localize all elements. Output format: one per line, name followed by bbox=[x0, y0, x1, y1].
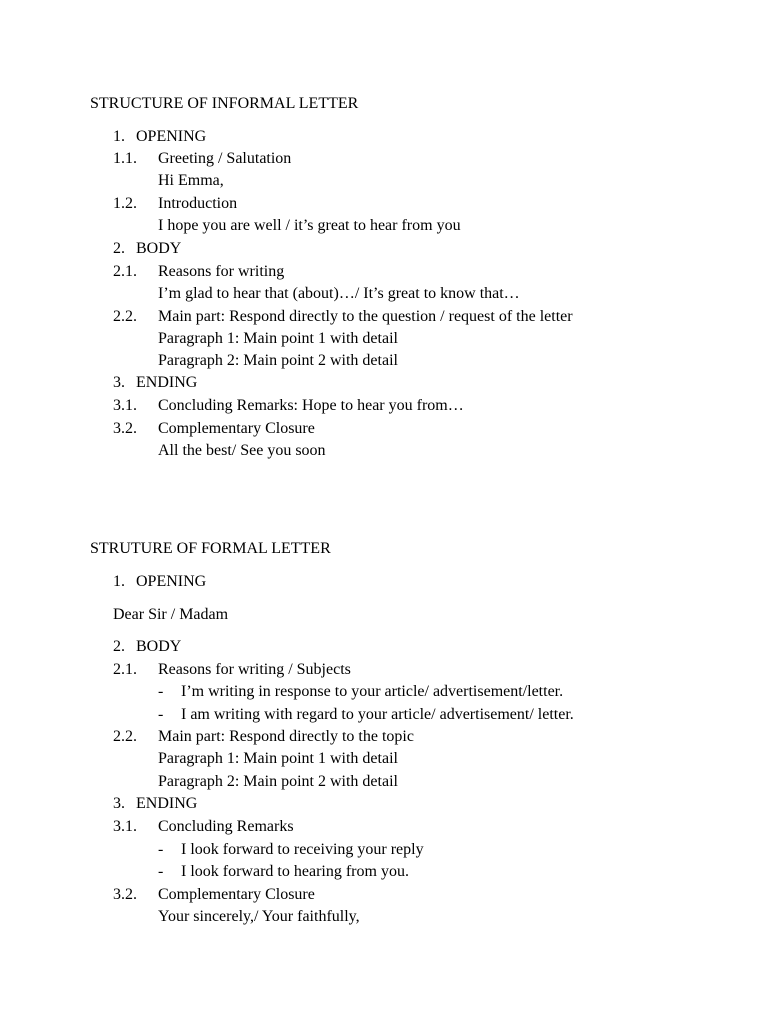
informal-section-3-2-label: Complementary Closure bbox=[158, 420, 315, 437]
informal-section-1-1-number: 1.1. bbox=[113, 150, 137, 167]
bullet-dash: - bbox=[158, 706, 164, 723]
informal-section-2-label: BODY bbox=[136, 240, 182, 257]
bullet-dash: - bbox=[158, 683, 164, 700]
informal-section-3-2-example: All the best/ See you soon bbox=[158, 442, 326, 459]
informal-section-3-2-number: 3.2. bbox=[113, 420, 137, 437]
informal-section-1-number: 1. bbox=[113, 128, 125, 145]
formal-section-1-label: OPENING bbox=[136, 573, 207, 590]
informal-section-1-2-number: 1.2. bbox=[113, 195, 137, 212]
formal-section-2-2-paragraph-2: Paragraph 2: Main point 2 with detail bbox=[158, 773, 398, 790]
formal-section-2-2-number: 2.2. bbox=[113, 728, 137, 745]
formal-section-3-2-number: 3.2. bbox=[113, 886, 137, 903]
informal-section-3-number: 3. bbox=[113, 374, 125, 391]
informal-section-2-1-example: I’m glad to hear that (about)…/ It’s great to know that… bbox=[158, 285, 520, 302]
informal-title: STRUCTURE OF INFORMAL LETTER bbox=[90, 95, 359, 112]
formal-section-3-label: ENDING bbox=[136, 795, 198, 812]
informal-section-1-2-label: Introduction bbox=[158, 195, 238, 212]
informal-section-3-1-label: Concluding Remarks: Hope to hear you from… bbox=[158, 397, 464, 414]
informal-section-2-2-label: Main part: Respond directly to the question / request of the letter bbox=[158, 308, 573, 325]
formal-section-3-1-bullet-1: I look forward to receiving your reply bbox=[181, 841, 424, 858]
formal-section-3-number: 3. bbox=[113, 795, 125, 812]
formal-section-2-number: 2. bbox=[113, 638, 125, 655]
informal-section-2-1-number: 2.1. bbox=[113, 263, 137, 280]
informal-section-2-number: 2. bbox=[113, 240, 125, 257]
formal-section-2-1-label: Reasons for writing / Subjects bbox=[158, 661, 351, 678]
informal-section-3-1-number: 3.1. bbox=[113, 397, 137, 414]
formal-section-2-2-label: Main part: Respond directly to the topic bbox=[158, 728, 414, 745]
informal-section-3-label: ENDING bbox=[136, 374, 198, 391]
formal-section-3-2-example: Your sincerely,/ Your faithfully, bbox=[158, 908, 360, 925]
informal-section-1-1-example: Hi Emma, bbox=[158, 172, 224, 189]
formal-title: STRUTURE OF FORMAL LETTER bbox=[90, 540, 331, 557]
formal-greeting: Dear Sir / Madam bbox=[113, 606, 229, 623]
formal-section-3-1-bullet-2: I look forward to hearing from you. bbox=[181, 863, 409, 880]
formal-section-1-number: 1. bbox=[113, 573, 125, 590]
bullet-dash: - bbox=[158, 863, 164, 880]
informal-section-1-label: OPENING bbox=[136, 128, 207, 145]
informal-section-1-2-example: I hope you are well / it’s great to hear from you bbox=[158, 217, 461, 234]
formal-section-3-2-label: Complementary Closure bbox=[158, 886, 315, 903]
formal-section-3-1-label: Concluding Remarks bbox=[158, 818, 294, 835]
bullet-dash: - bbox=[158, 841, 164, 858]
informal-section-2-1-label: Reasons for writing bbox=[158, 263, 285, 280]
formal-section-2-label: BODY bbox=[136, 638, 182, 655]
formal-section-2-1-bullet-1: I’m writing in response to your article/ advertisement/letter. bbox=[181, 683, 564, 700]
formal-section-2-1-bullet-2: I am writing with regard to your article/ advertisement/ letter. bbox=[181, 706, 574, 723]
informal-section-2-2-paragraph-2: Paragraph 2: Main point 2 with detail bbox=[158, 352, 398, 369]
formal-section-2-1-number: 2.1. bbox=[113, 661, 137, 678]
informal-section-2-2-paragraph-1: Paragraph 1: Main point 1 with detail bbox=[158, 330, 398, 347]
informal-section-1-1-label: Greeting / Salutation bbox=[158, 150, 292, 167]
formal-section-3-1-number: 3.1. bbox=[113, 818, 137, 835]
informal-section-2-2-number: 2.2. bbox=[113, 308, 137, 325]
formal-section-2-2-paragraph-1: Paragraph 1: Main point 1 with detail bbox=[158, 750, 398, 767]
